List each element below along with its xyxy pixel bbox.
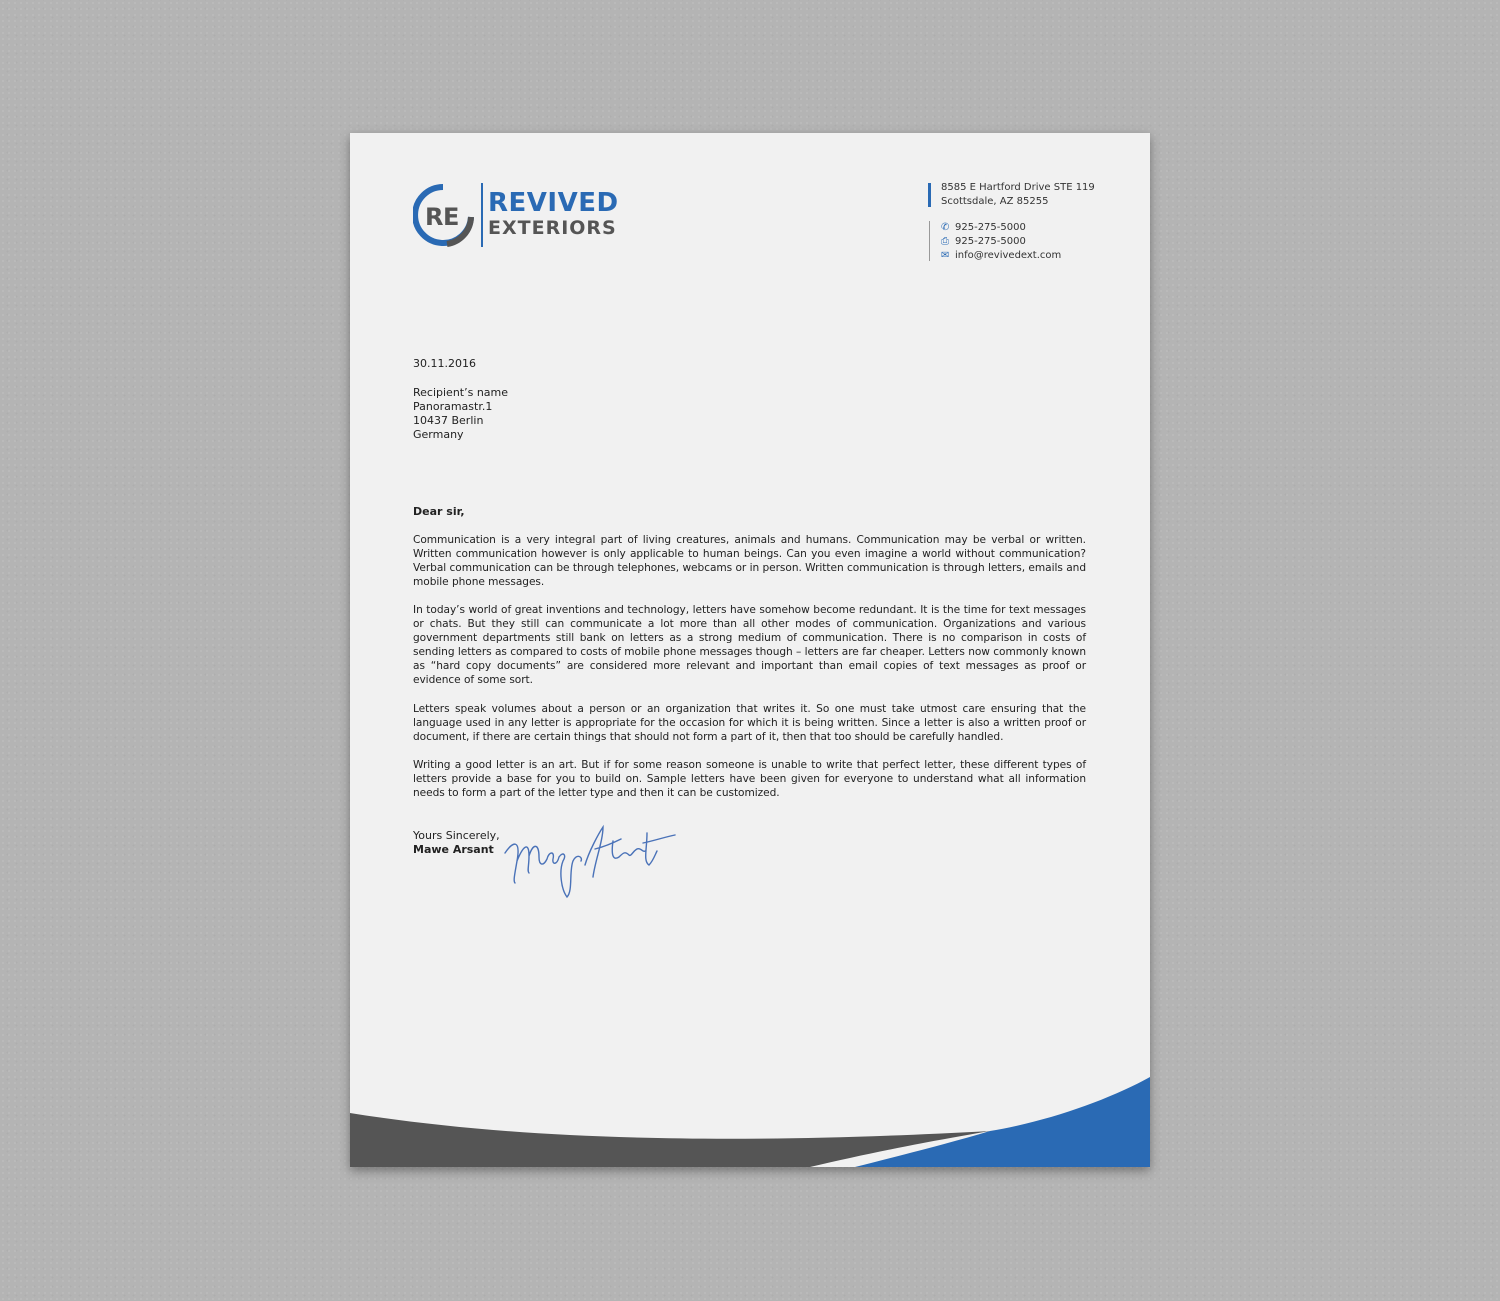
svg-text:R: R: [425, 203, 444, 231]
email-icon: ✉: [941, 250, 950, 261]
body-paragraph: Letters speak volumes about a person or an organization that writes it. So one must take utmost care ensuring that the language used in any letter is appropriate for the occasion for which it is being written. Since a letter is also a written proof or document, if there are certain things that should not form a part of it, then that too should be carefully handled.: [413, 703, 1086, 743]
fax-number: 925-275-5000: [955, 236, 1026, 247]
company-logo: [413, 183, 653, 249]
phone-row: [941, 221, 1026, 235]
body-paragraph: Communication is a very integral part of living creatures, animals and humans. Communication may be verbal or written. Written communication however is only applicable to human beings. Can you even imagine a world without communication? Verbal communication can be through telephones, webcams or in person. Written communication is through letters, emails and mobile phone messages.: [413, 534, 1086, 588]
phone-number[interactable]: 925-275-5000: [955, 222, 1026, 233]
body-paragraph: In today’s world of great inventions and technology, letters have somehow become redundant. It is the time for text messages or chats. But they still can communicate a lot more than all other modes of communication. Organizations and various government departments still bank on letters as a strong medium of communication. There is no comparison in costs of sending letters as compared to costs of mobile phone messages though – letters are far cheaper. Letters now commonly known as “hard copy documents” are considered more relevant and important than email copies of text messages as proof or evidence of some sort.: [413, 604, 1086, 686]
body-paragraph: Writing a good letter is an art. But if for some reason someone is unable to write that perfect letter, these different types of letters provide a base for you to build on. Sample letters have been given for everyone to understand what all information needs to form a part of the letter type and then it can be customized.: [413, 759, 1086, 799]
closing-phrase: Yours Sincerely,: [413, 829, 500, 842]
address: [941, 181, 1095, 209]
address-line2: Scottsdale, AZ 85255: [941, 196, 1049, 207]
signer-name: Mawe Arsant: [413, 843, 494, 856]
logo-word-revived: REVIVED: [488, 188, 619, 218]
handwritten-signature: [503, 821, 678, 901]
recipient-address: [413, 386, 1086, 442]
email-address[interactable]: info@revivedext.com: [955, 250, 1062, 261]
logo-word-exteriors: EXTERIORS: [488, 217, 617, 239]
recipient-name: Recipient’s name: [413, 386, 509, 399]
recipient-country: Germany: [413, 428, 464, 441]
letter-date: 30.11.2016: [413, 357, 476, 370]
contact-accent-bar: [928, 183, 931, 207]
monogram-icon: [413, 183, 483, 249]
email-row: [941, 249, 1061, 263]
footer-swoosh: [350, 1077, 1150, 1167]
phone-icon: ✆: [941, 222, 950, 233]
contact-divider: [929, 221, 930, 261]
recipient-street: Panoramastr.1: [413, 400, 493, 413]
svg-text:E: E: [443, 203, 460, 231]
fax-icon: ⎙: [941, 236, 949, 247]
letterhead-sheet: [350, 133, 1150, 1167]
salutation: Dear sir,: [413, 505, 465, 518]
address-line1: 8585 E Hartford Drive STE 119: [941, 182, 1095, 193]
recipient-city: 10437 Berlin: [413, 414, 484, 427]
fax-row: [941, 235, 1026, 249]
